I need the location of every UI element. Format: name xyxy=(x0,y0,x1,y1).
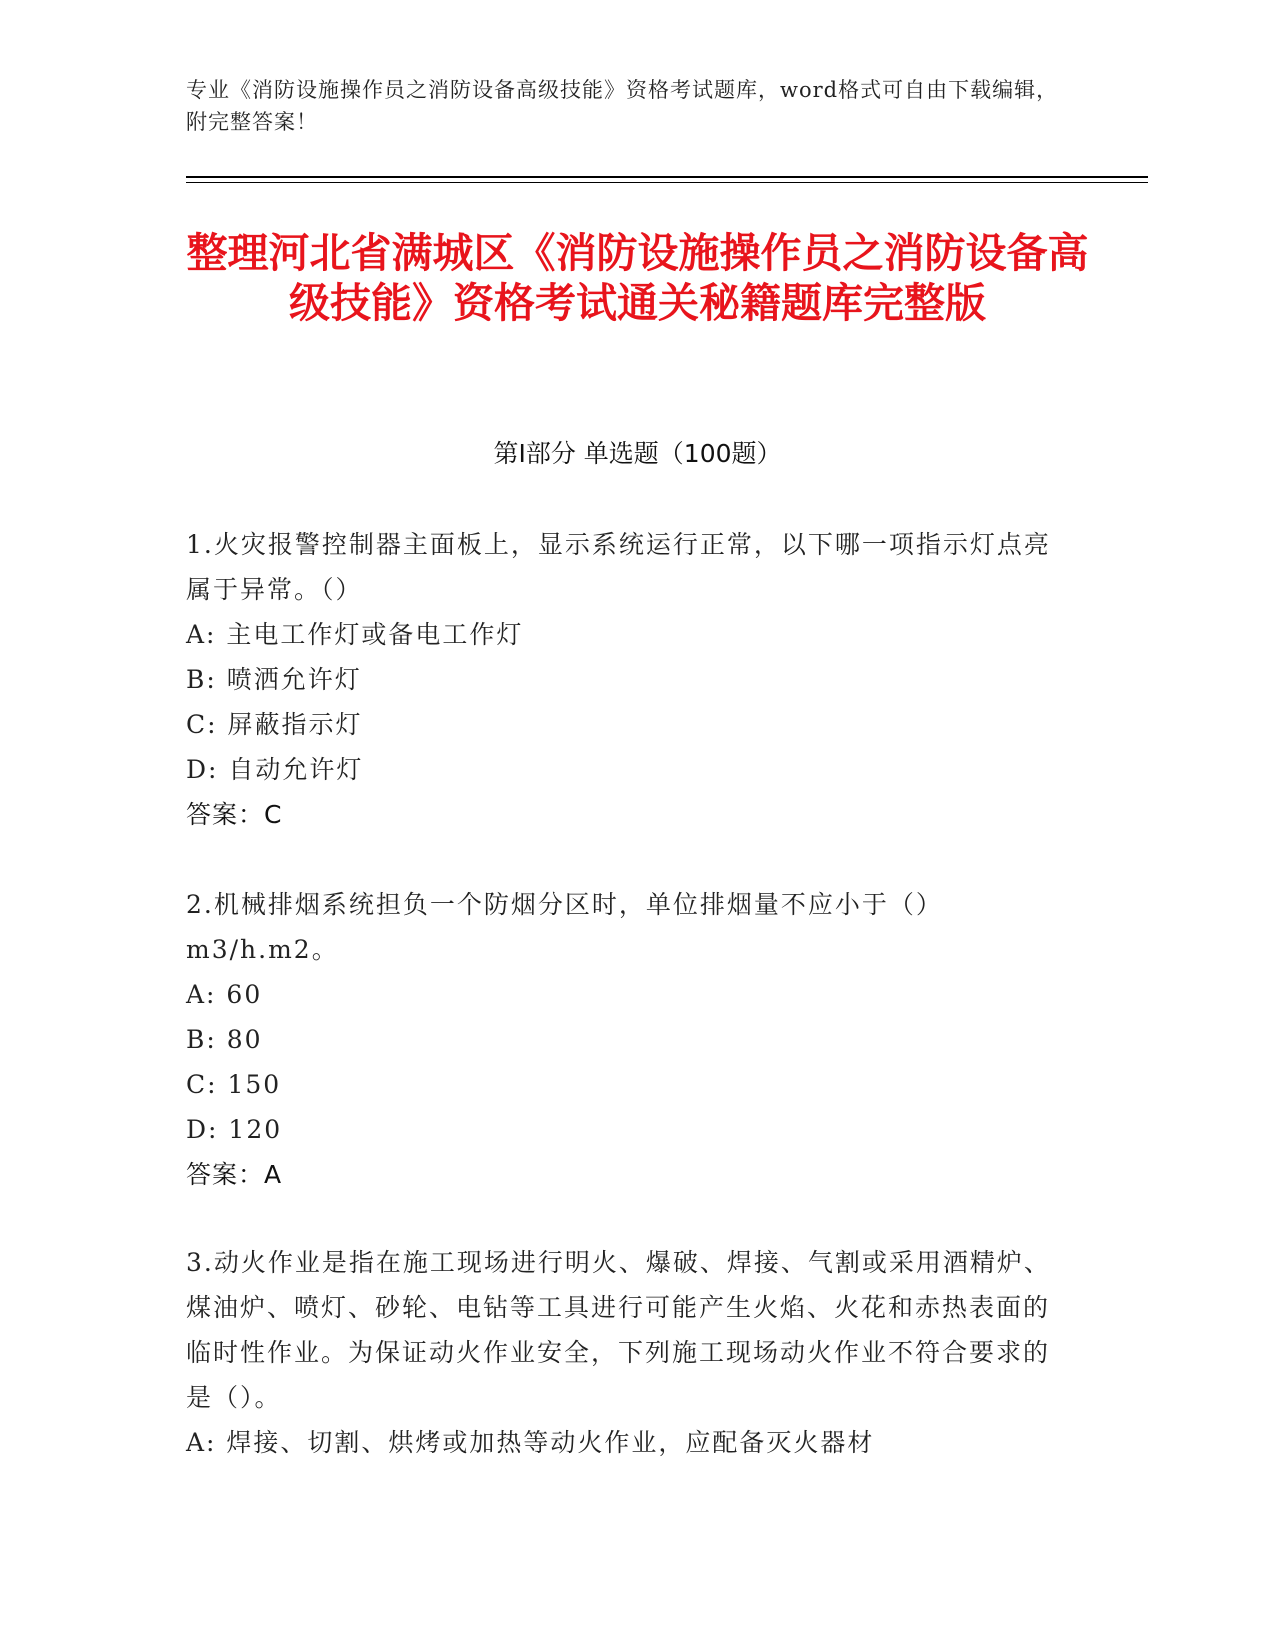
answer: 答案：A xyxy=(186,1160,283,1189)
option-d: D: 自动允许灯 xyxy=(186,755,364,784)
question-2 xyxy=(186,882,1066,1197)
question-3 xyxy=(186,1240,1066,1465)
question-stem: 3.动火作业是指在施工现场进行明火、爆破、焊接、气割或采用酒精炉、煤油炉、喷灯、砂轮、电钻等工具进行可能产生火焰、火花和赤热表面的临时性作业。为保证动火作业安全，下列施工现场动火作业不符合要求的是（）。 xyxy=(186,1248,1051,1412)
question-stem: 2.机械排烟系统担负一个防烟分区时，单位排烟量不应小于（）m3/h.m2。 xyxy=(186,890,943,964)
option-c: C: 屏蔽指示灯 xyxy=(186,710,363,739)
page-title: 整理河北省满城区《消防设施操作员之消防设备高级技能》资格考试通关秘籍题库完整版 xyxy=(186,229,1089,327)
question-1 xyxy=(186,522,1066,837)
answer: 答案：C xyxy=(186,800,283,829)
section-heading: 第Ⅰ部分 单选题（100题） xyxy=(493,439,782,468)
option-a: A: 主电工作灯或备电工作灯 xyxy=(186,620,524,649)
option-c: C: 150 xyxy=(186,1070,282,1099)
option-a: A: 焊接、切割、烘烤或加热等动火作业，应配备灭火器材 xyxy=(186,1428,875,1457)
option-a: A: 60 xyxy=(186,980,263,1009)
header-note: 专业《消防设施操作员之消防设备高级技能》资格考试题库，word格式可自由下载编辑，附完整答案！ xyxy=(186,78,1059,134)
header-divider-thin xyxy=(186,182,1148,183)
option-b: B: 80 xyxy=(186,1025,263,1054)
header-divider xyxy=(186,176,1148,178)
option-b: B: 喷洒允许灯 xyxy=(186,665,362,694)
question-stem: 1.火灾报警控制器主面板上，显示系统运行正常，以下哪一项指示灯点亮属于异常。（） xyxy=(186,530,1051,604)
option-d: D: 120 xyxy=(186,1115,283,1144)
